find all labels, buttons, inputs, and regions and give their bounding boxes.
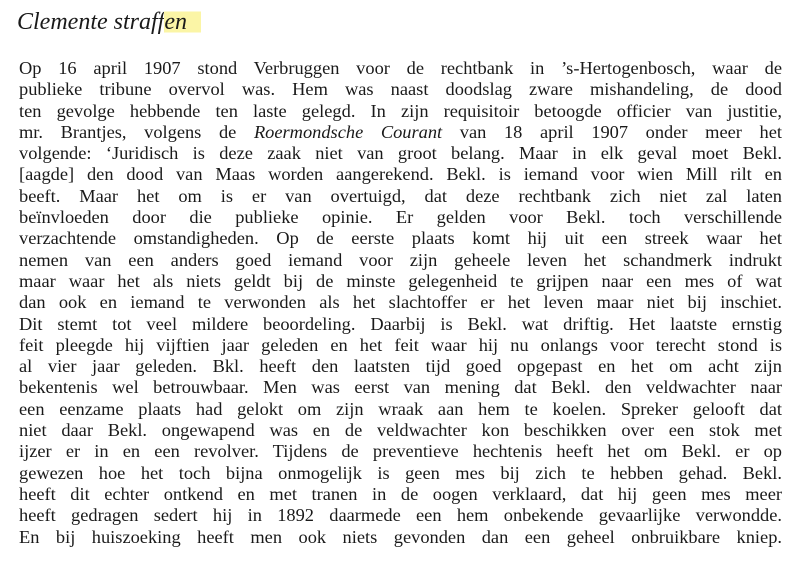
paragraph-line: ijzer er in en een revolver. Tijdens de preventieve hechtenis heeft het om Bekl. er op <box>19 441 782 462</box>
paragraph-line: En bij huiszoeking heeft men ook niets gevonden dan een geheel onbruikbare kniep. <box>19 526 782 547</box>
paragraph-line: beïnvloeden door die publieke opinie. Er gelden voor Bekl. toch verschillende <box>19 207 782 228</box>
document-title <box>17 6 201 38</box>
paragraph-line: Op 16 april 1907 stond Verbruggen voor de rechtbank in ’s-Hertogenbosch, waar de <box>19 58 782 78</box>
paragraph-line: volgende: ‘Juridisch is deze zaak niet van groot belang. Maar in elk geval moet Bekl. <box>19 143 782 164</box>
newspaper-name: Roermondsche Courant <box>253 121 443 142</box>
paragraph-line: publieke tribune overvol was. Hem was naast doodslag zware mishandeling, de dood <box>19 79 782 100</box>
paragraph-line: bekentenis wel betrouwbaar. Men was eerst van mening dat Bekl. den veldwachter naar <box>19 377 782 398</box>
paragraph-line: nemen van een anders goed iemand voor zijn geheele leven het schandmerk indrukt <box>19 249 782 270</box>
paragraph-line: mr. Brantjes, volgens de Roermondsche Courant van 18 april 1907 onder meer het <box>19 121 782 142</box>
paragraph-line: heeft gedragen sedert hij in 1892 daarmede een hem onbekende gevaarlijke verwondde. <box>19 505 782 526</box>
paragraph-line: verzachtende omstandigheden. Op de eerste plaats komt hij uit een streek waar het <box>19 228 782 249</box>
paragraph-line: maar waar het als niets geldt bij de minste gelegenheid te grijpen naar een mes of wat <box>19 270 782 291</box>
paragraph-line: al vier jaar geleden. Bkl. heeft den laatsten tijd goed opgepast en het om acht zijn <box>19 356 782 377</box>
paragraph-line: Dit stemt tot veel mildere beoordeling. Daarbij is Bekl. wat driftig. Het laatste ernstig <box>19 313 782 334</box>
paragraph-line: heeft dit echter ontkend en met tranen in de oogen verklaard, dat hij geen mes meer <box>19 483 782 504</box>
paragraph-line: een eenzame plaats had gelokt om zijn wraak aan hem te koelen. Spreker gelooft dat <box>19 398 782 419</box>
paragraph-line: beeft. Maar het om is er van overtuigd, dat deze rechtbank zich niet zal laten <box>19 185 782 206</box>
paragraph-line: [aagde] den dood van Maas worden aangerekend. Bekl. is iemand voor wien Mill rilt en <box>19 164 782 185</box>
paragraph-line: gewezen hoe het toch bijna onmogelijk is geen mes bij zich te hebben gehad. Bekl. <box>19 462 782 483</box>
body-paragraph <box>19 58 782 548</box>
title-highlight: en <box>164 9 201 35</box>
paragraph-line: dan ook en iemand te verwonden als het slachtoffer er het leven maar niet bij inschiet. <box>19 292 782 313</box>
paragraph-line: feit pleegde hij vijftien jaar geleden en het feit waar hij nu onlangs voor terecht stond is <box>19 334 782 355</box>
paragraph-line: niet daar Bekl. ongewapend was en de veldwachter kon beschikken over een stok met <box>19 420 782 441</box>
title-text-start: Clemente straff <box>17 9 165 35</box>
paragraph-line: ten gevolge hebbende ten laste gelegd. In zijn requisitoir betoogde officier van justitie, <box>19 100 782 121</box>
